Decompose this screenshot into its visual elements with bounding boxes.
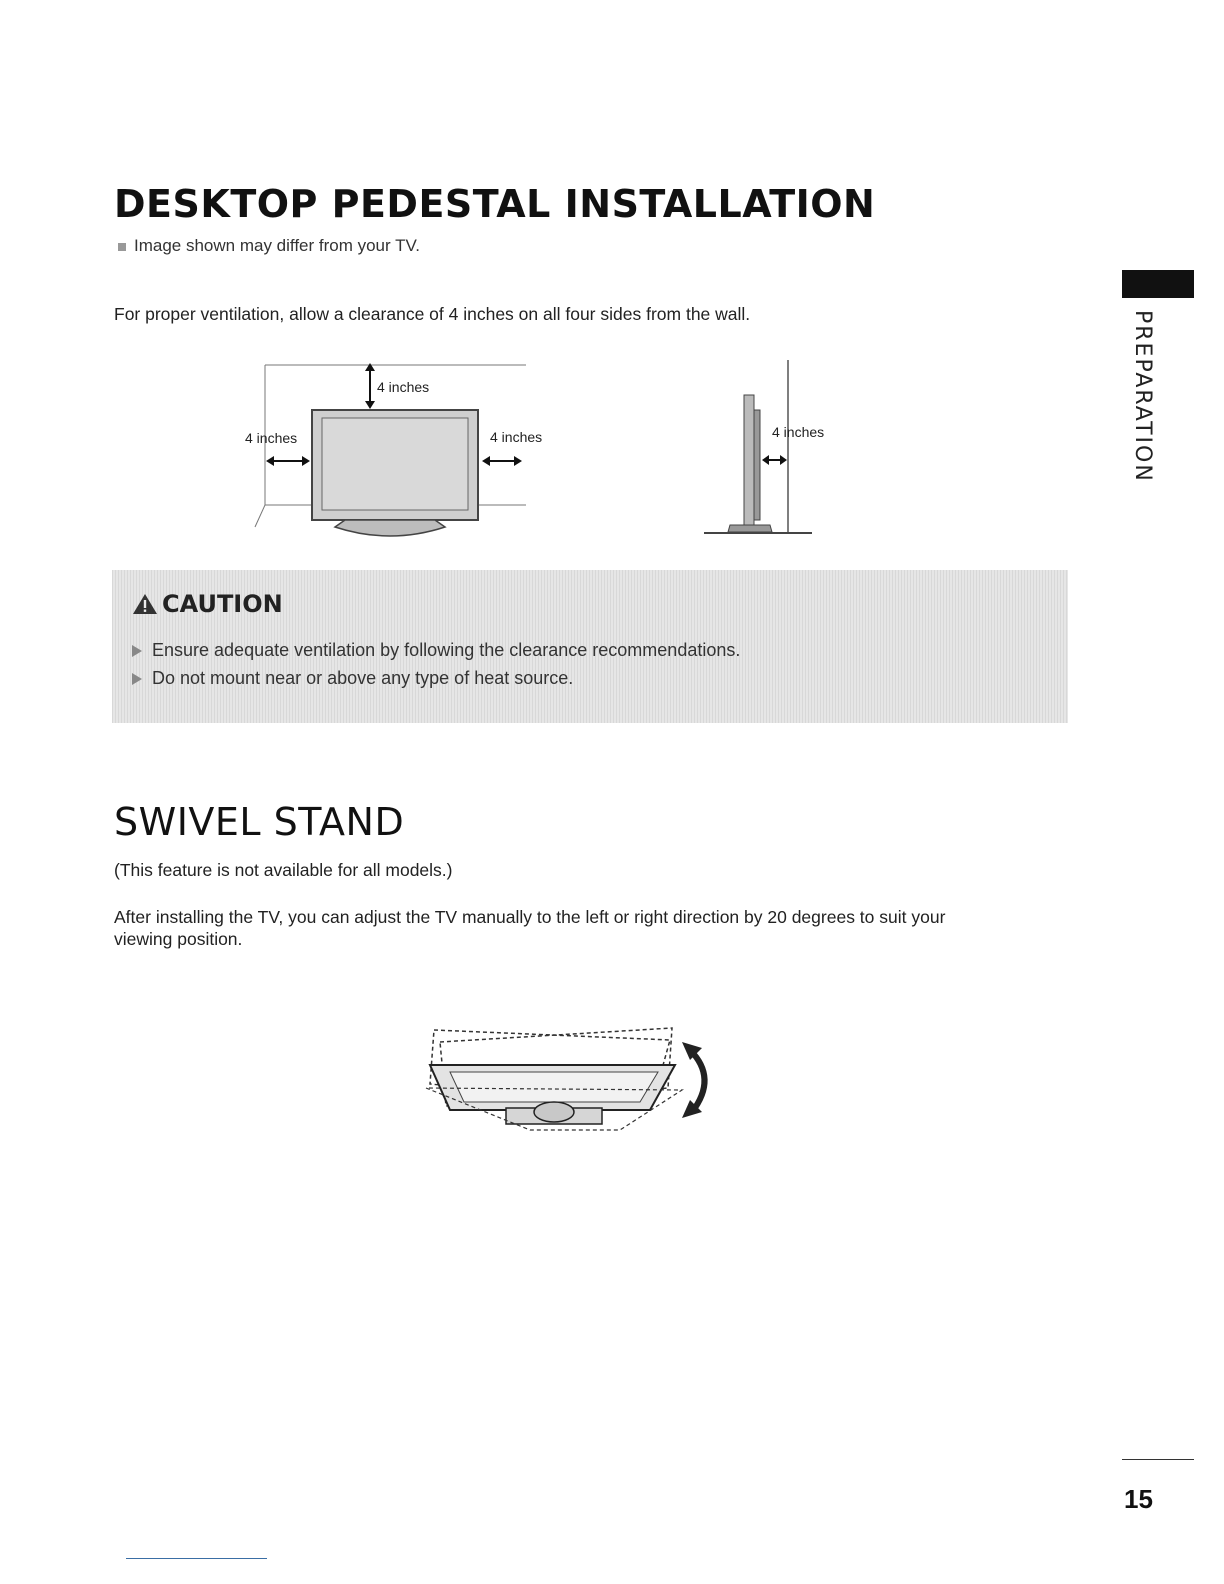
image-note: [118, 236, 420, 256]
image-note-text: Image shown may differ from your TV.: [134, 236, 420, 255]
left-clearance-label: 4 inches: [245, 430, 298, 446]
section-tab-marker: [1122, 270, 1194, 298]
caution-item: [132, 640, 740, 661]
swivel-description-line: After installing the TV, you can adjust the TV manually to the left or right direction by 20 degrees to suit your: [114, 907, 946, 927]
caution-title-text: CAUTION: [162, 590, 283, 618]
bottom-rule: [126, 1558, 267, 1559]
right-arrow-icon: [514, 456, 522, 466]
caution-box: [112, 570, 1068, 723]
section-title-swivel-stand: SWIVEL STAND: [114, 800, 405, 844]
swivel-diagram: [420, 1020, 730, 1140]
top-arrow-icon: [365, 401, 375, 409]
front-clearance-diagram: [230, 355, 550, 550]
side-clearance-diagram: [700, 360, 840, 540]
right-clearance-label: 4 inches: [490, 429, 543, 445]
left-arrow-icon: [302, 456, 310, 466]
pedestal-icon: [335, 520, 445, 536]
tv-side-icon: [744, 395, 754, 527]
section-title-desktop-pedestal: DESKTOP PEDESTAL INSTALLATION: [114, 182, 876, 226]
availability-note: (This feature is not available for all models.): [114, 860, 453, 880]
page-number-rule: [1122, 1459, 1194, 1460]
caution-item: [132, 668, 573, 689]
caution-heading: [132, 590, 283, 618]
caution-item-text: Ensure adequate ventilation by following the clearance recommendations.: [152, 640, 741, 660]
ventilation-intro: For proper ventilation, allow a clearance of 4 inches on all four sides from the wall.: [114, 304, 751, 324]
swivel-description-line: viewing position.: [114, 929, 243, 949]
side-arrow-icon: [780, 455, 787, 465]
page-number: 15: [1124, 1484, 1153, 1514]
side-clearance-label: 4 inches: [772, 424, 825, 440]
triangle-bullet-icon: [132, 645, 142, 657]
swivel-description: [114, 906, 1054, 950]
caution-item-text: Do not mount near or above any type of heat source.: [152, 668, 574, 688]
top-clearance-label: 4 inches: [377, 379, 430, 395]
side-tab-label: PREPARATION: [1130, 310, 1155, 483]
square-bullet-icon: [118, 243, 126, 251]
triangle-bullet-icon: [132, 673, 142, 685]
warning-icon: [132, 593, 158, 615]
